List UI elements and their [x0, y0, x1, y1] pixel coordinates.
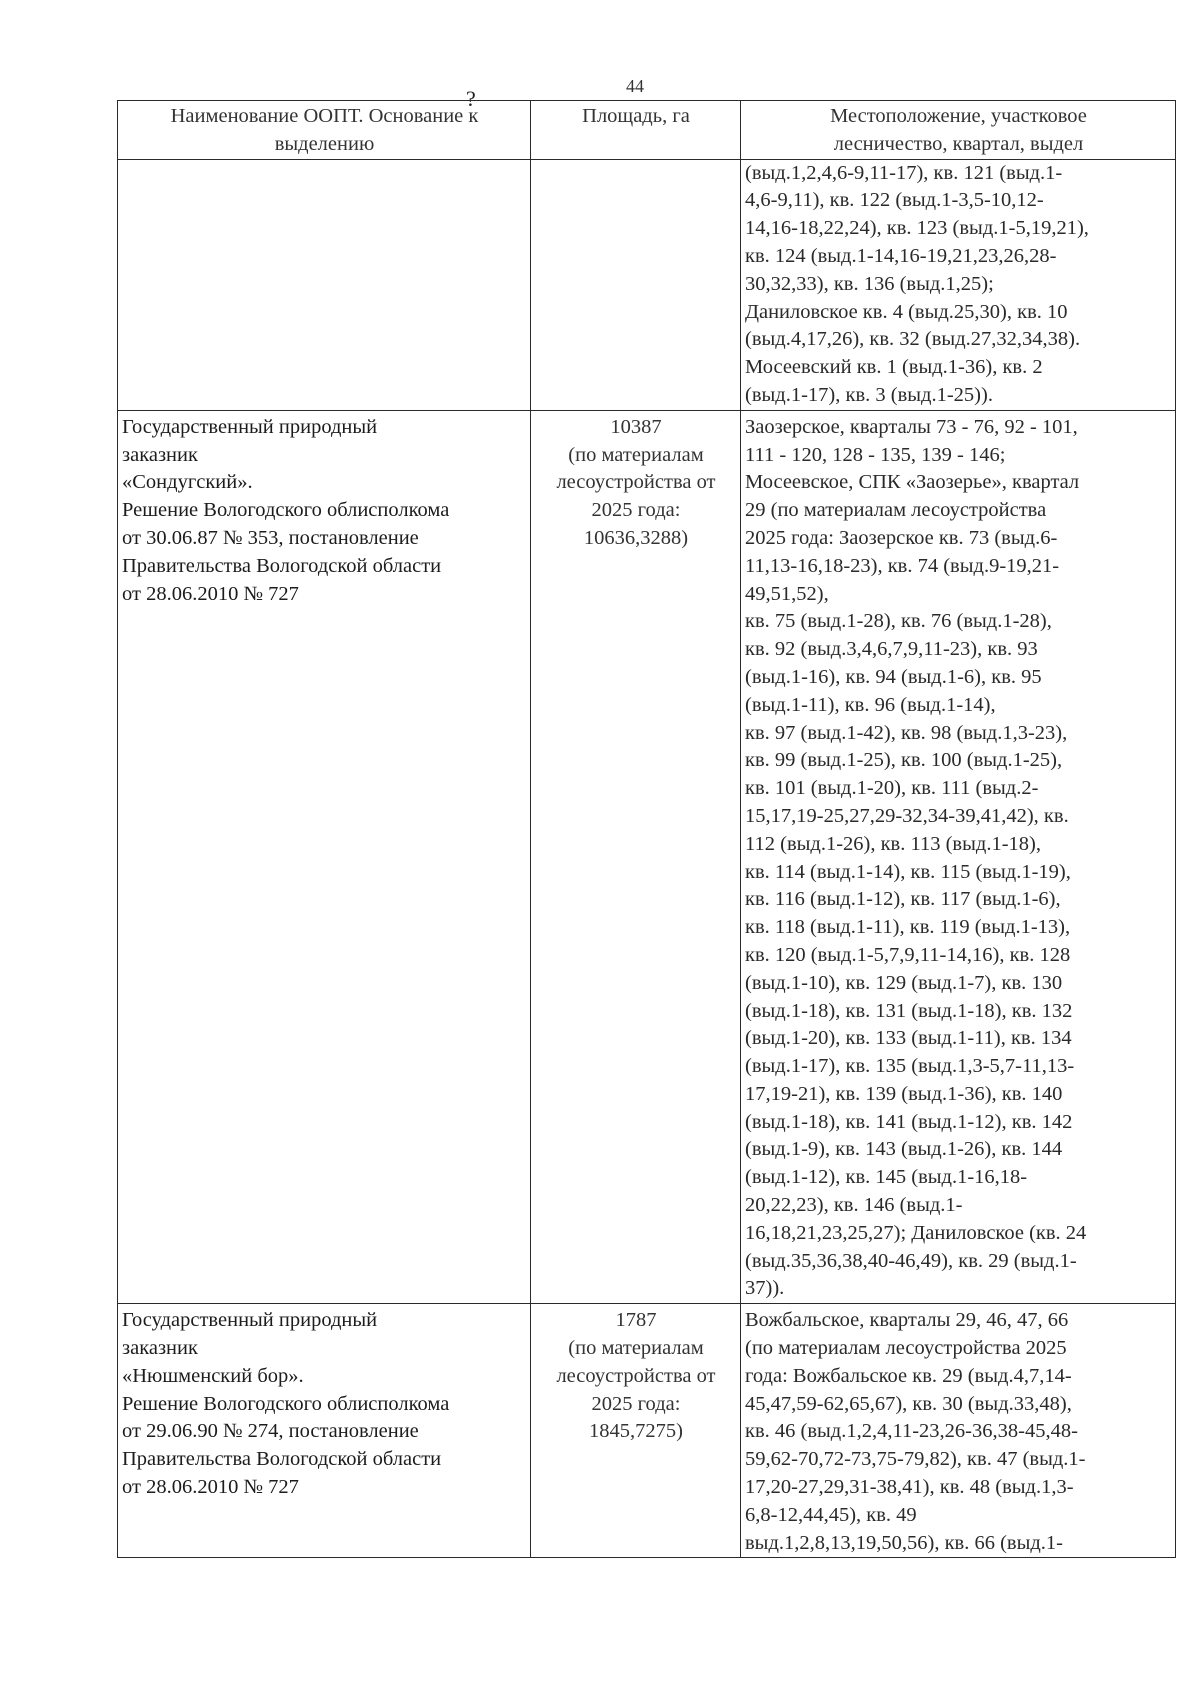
cell-line: Вожбальское, кварталы 29, 46, 47, 66 — [745, 1309, 1069, 1332]
header-area — [531, 101, 741, 160]
cell-line: (по материалам — [568, 443, 704, 466]
cell-line: (выд.1-18), кв. 131 (выд.1-18), кв. 132 — [745, 999, 1073, 1022]
cell-line: от 28.06.2010 № 727 — [122, 582, 299, 605]
cell-line: Даниловское кв. 4 (выд.25,30), кв. 10 — [745, 300, 1068, 323]
table-row — [118, 410, 1176, 1304]
cell-line: 6,8-12,44,45), кв. 49 — [745, 1503, 917, 1526]
cell-line: (выд.1,2,4,6-9,11-17), кв. 121 (выд.1- — [745, 161, 1063, 184]
cell-line: (по материалам лесоустройства 2025 — [745, 1337, 1067, 1360]
name-cell — [118, 159, 531, 410]
cell-line: 45,47,59-62,65,67), кв. 30 (выд.33,48), — [745, 1392, 1072, 1415]
table-row — [118, 159, 1176, 410]
cell-line: 111 - 120, 128 - 135, 139 - 146; — [745, 443, 1006, 466]
header-line: выделению — [274, 132, 375, 155]
cell-line: (по материалам — [568, 1337, 704, 1360]
cell-line: 17,20-27,29,31-38,41), кв. 48 (выд.1,3- — [745, 1476, 1074, 1499]
cell-line: кв. 120 (выд.1-5,7,9,11-14,16), кв. 128 — [745, 943, 1071, 966]
cell-line: 10387 — [610, 415, 662, 438]
cell-line: 49,51,52), — [745, 582, 829, 605]
cell-line: (выд.1-12), кв. 145 (выд.1-16,18- — [745, 1166, 1028, 1189]
cell-line: (выд.1-20), кв. 133 (выд.1-11), кв. 134 — [745, 1027, 1072, 1050]
cell-line: (выд.1-10), кв. 129 (выд.1-7), кв. 130 — [745, 971, 1063, 994]
header-line: Местоположение, участковое — [830, 105, 1087, 127]
cell-line: 2025 года: Заозерское кв. 73 (выд.6- — [745, 526, 1058, 549]
header-line: лесничество, квартал, выдел — [833, 132, 1084, 155]
area-cell — [531, 1304, 741, 1558]
header-line: Наименование ООПТ. Основание к — [170, 105, 479, 127]
location-cell — [741, 159, 1176, 410]
cell-line: Правительства Вологодской области — [122, 1448, 442, 1471]
cell-line: 112 (выд.1-26), кв. 113 (выд.1-18), — [745, 832, 1041, 855]
cell-line: (выд.1-17), кв. 3 (выд.1-25)). — [745, 383, 993, 406]
cell-line: кв. 114 (выд.1-14), кв. 115 (выд.1-19), — [745, 860, 1071, 883]
name-cell — [118, 1304, 531, 1558]
cell-line: (выд.1-18), кв. 141 (выд.1-12), кв. 142 — [745, 1110, 1073, 1133]
cell-line: от 29.06.90 № 274, постановление — [122, 1420, 419, 1443]
cell-line: 17,19-21), кв. 139 (выд.1-36), кв. 140 — [745, 1082, 1063, 1105]
header-line: Площадь, га — [582, 105, 690, 127]
cell-line: Государственный природный — [122, 415, 378, 438]
cell-line: выд.1,2,8,13,19,50,56), кв. 66 (выд.1- — [745, 1531, 1064, 1554]
cell-line: заказник — [122, 1337, 198, 1360]
cell-line: Мосеевский кв. 1 (выд.1-36), кв. 2 — [745, 356, 1043, 379]
location-cell — [741, 410, 1176, 1304]
cell-line: от 28.06.2010 № 727 — [122, 1476, 299, 1499]
cell-line: Государственный природный — [122, 1309, 378, 1332]
cell-line: (выд.4,17,26), кв. 32 (выд.27,32,34,38). — [745, 328, 1081, 351]
area-cell — [531, 410, 741, 1304]
cell-line: лесоустройства от — [556, 1364, 716, 1387]
cell-line: 30,32,33), кв. 136 (выд.1,25); — [745, 272, 994, 295]
cell-line: от 30.06.87 № 353, постановление — [122, 526, 419, 549]
cell-line: заказник — [122, 443, 198, 466]
page-number: 44 — [626, 76, 644, 96]
cell-line: 1787 — [615, 1309, 657, 1332]
name-cell — [118, 410, 531, 1304]
cell-line: Заозерское, кварталы 73 - 76, 92 - 101, — [745, 415, 1078, 438]
cell-line: 11,13-16,18-23), кв. 74 (выд.9-19,21- — [745, 554, 1060, 577]
cell-line: 14,16-18,22,24), кв. 123 (выд.1-5,19,21), — [745, 217, 1089, 240]
cell-line: 59,62-70,72-73,75-79,82), кв. 47 (выд.1- — [745, 1448, 1086, 1471]
cell-line: (выд.1-17), кв. 135 (выд.1,3-5,7-11,13- — [745, 1055, 1075, 1078]
cell-line: «Нюшменский бор». — [122, 1364, 304, 1387]
cell-line: кв. 97 (выд.1-42), кв. 98 (выд.1,3-23), — [745, 721, 1068, 744]
table-row — [118, 1304, 1176, 1558]
cell-line: 16,18,21,23,25,27); Даниловское (кв. 24 — [745, 1221, 1087, 1244]
cell-line: кв. 75 (выд.1-28), кв. 76 (выд.1-28), — [745, 610, 1052, 633]
cell-line: Решение Вологодского облисполкома — [122, 499, 450, 522]
cell-line: кв. 46 (выд.1,2,4,11-23,26-36,38-45,48- — [745, 1420, 1078, 1443]
cell-line: Мосеевское, СПК «Заозерье», квартал — [745, 471, 1080, 494]
cell-line: лесоустройства от — [556, 471, 716, 494]
cell-line: (выд.1-9), кв. 143 (выд.1-26), кв. 144 — [745, 1138, 1063, 1161]
cell-line: 1845,7275) — [589, 1420, 683, 1443]
cell-line: кв. 99 (выд.1-25), кв. 100 (выд.1-25), — [745, 749, 1063, 772]
header-row — [118, 101, 1176, 160]
cell-line: кв. 116 (выд.1-12), кв. 117 (выд.1-6), — [745, 888, 1061, 911]
cell-line: Решение Вологодского облисполкома — [122, 1392, 450, 1415]
cell-line: 37)). — [745, 1277, 785, 1300]
cell-line: (выд.1-16), кв. 94 (выд.1-6), кв. 95 — [745, 665, 1042, 688]
cell-line: 10636,3288) — [583, 526, 689, 549]
cell-line: 15,17,19-25,27,29-32,34-39,41,42), кв. — [745, 804, 1069, 827]
cell-line: кв. 92 (выд.3,4,6,7,9,11-23), кв. 93 — [745, 638, 1038, 661]
header-location — [741, 101, 1176, 160]
cell-line: (выд.35,36,38,40-46,49), кв. 29 (выд.1- — [745, 1249, 1077, 1272]
cell-line: 29 (по материалам лесоустройства — [745, 499, 1047, 522]
cell-line: кв. 124 (выд.1-14,16-19,21,23,26,28- — [745, 244, 1057, 267]
cell-line: «Сондугский». — [122, 471, 253, 494]
cell-line: кв. 101 (выд.1-20), кв. 111 (выд.2- — [745, 777, 1039, 800]
cell-line: года: Вожбальское кв. 29 (выд.4,7,14- — [745, 1364, 1072, 1387]
cell-line: 20,22,23), кв. 146 (выд.1- — [745, 1194, 963, 1217]
cell-line: 4,6-9,11), кв. 122 (выд.1-3,5-10,12- — [745, 189, 1044, 212]
cell-line: Правительства Вологодской области — [122, 554, 442, 577]
area-cell — [531, 159, 741, 410]
protected-areas-table — [117, 100, 1176, 1558]
handwritten-mark: ? — [466, 86, 476, 111]
cell-line: 2025 года: — [591, 499, 681, 522]
cell-line: 2025 года: — [591, 1392, 681, 1415]
cell-line: (выд.1-11), кв. 96 (выд.1-14), — [745, 693, 996, 716]
header-name — [118, 101, 531, 160]
cell-line: кв. 118 (выд.1-11), кв. 119 (выд.1-13), — [745, 916, 1071, 939]
location-cell — [741, 1304, 1176, 1558]
